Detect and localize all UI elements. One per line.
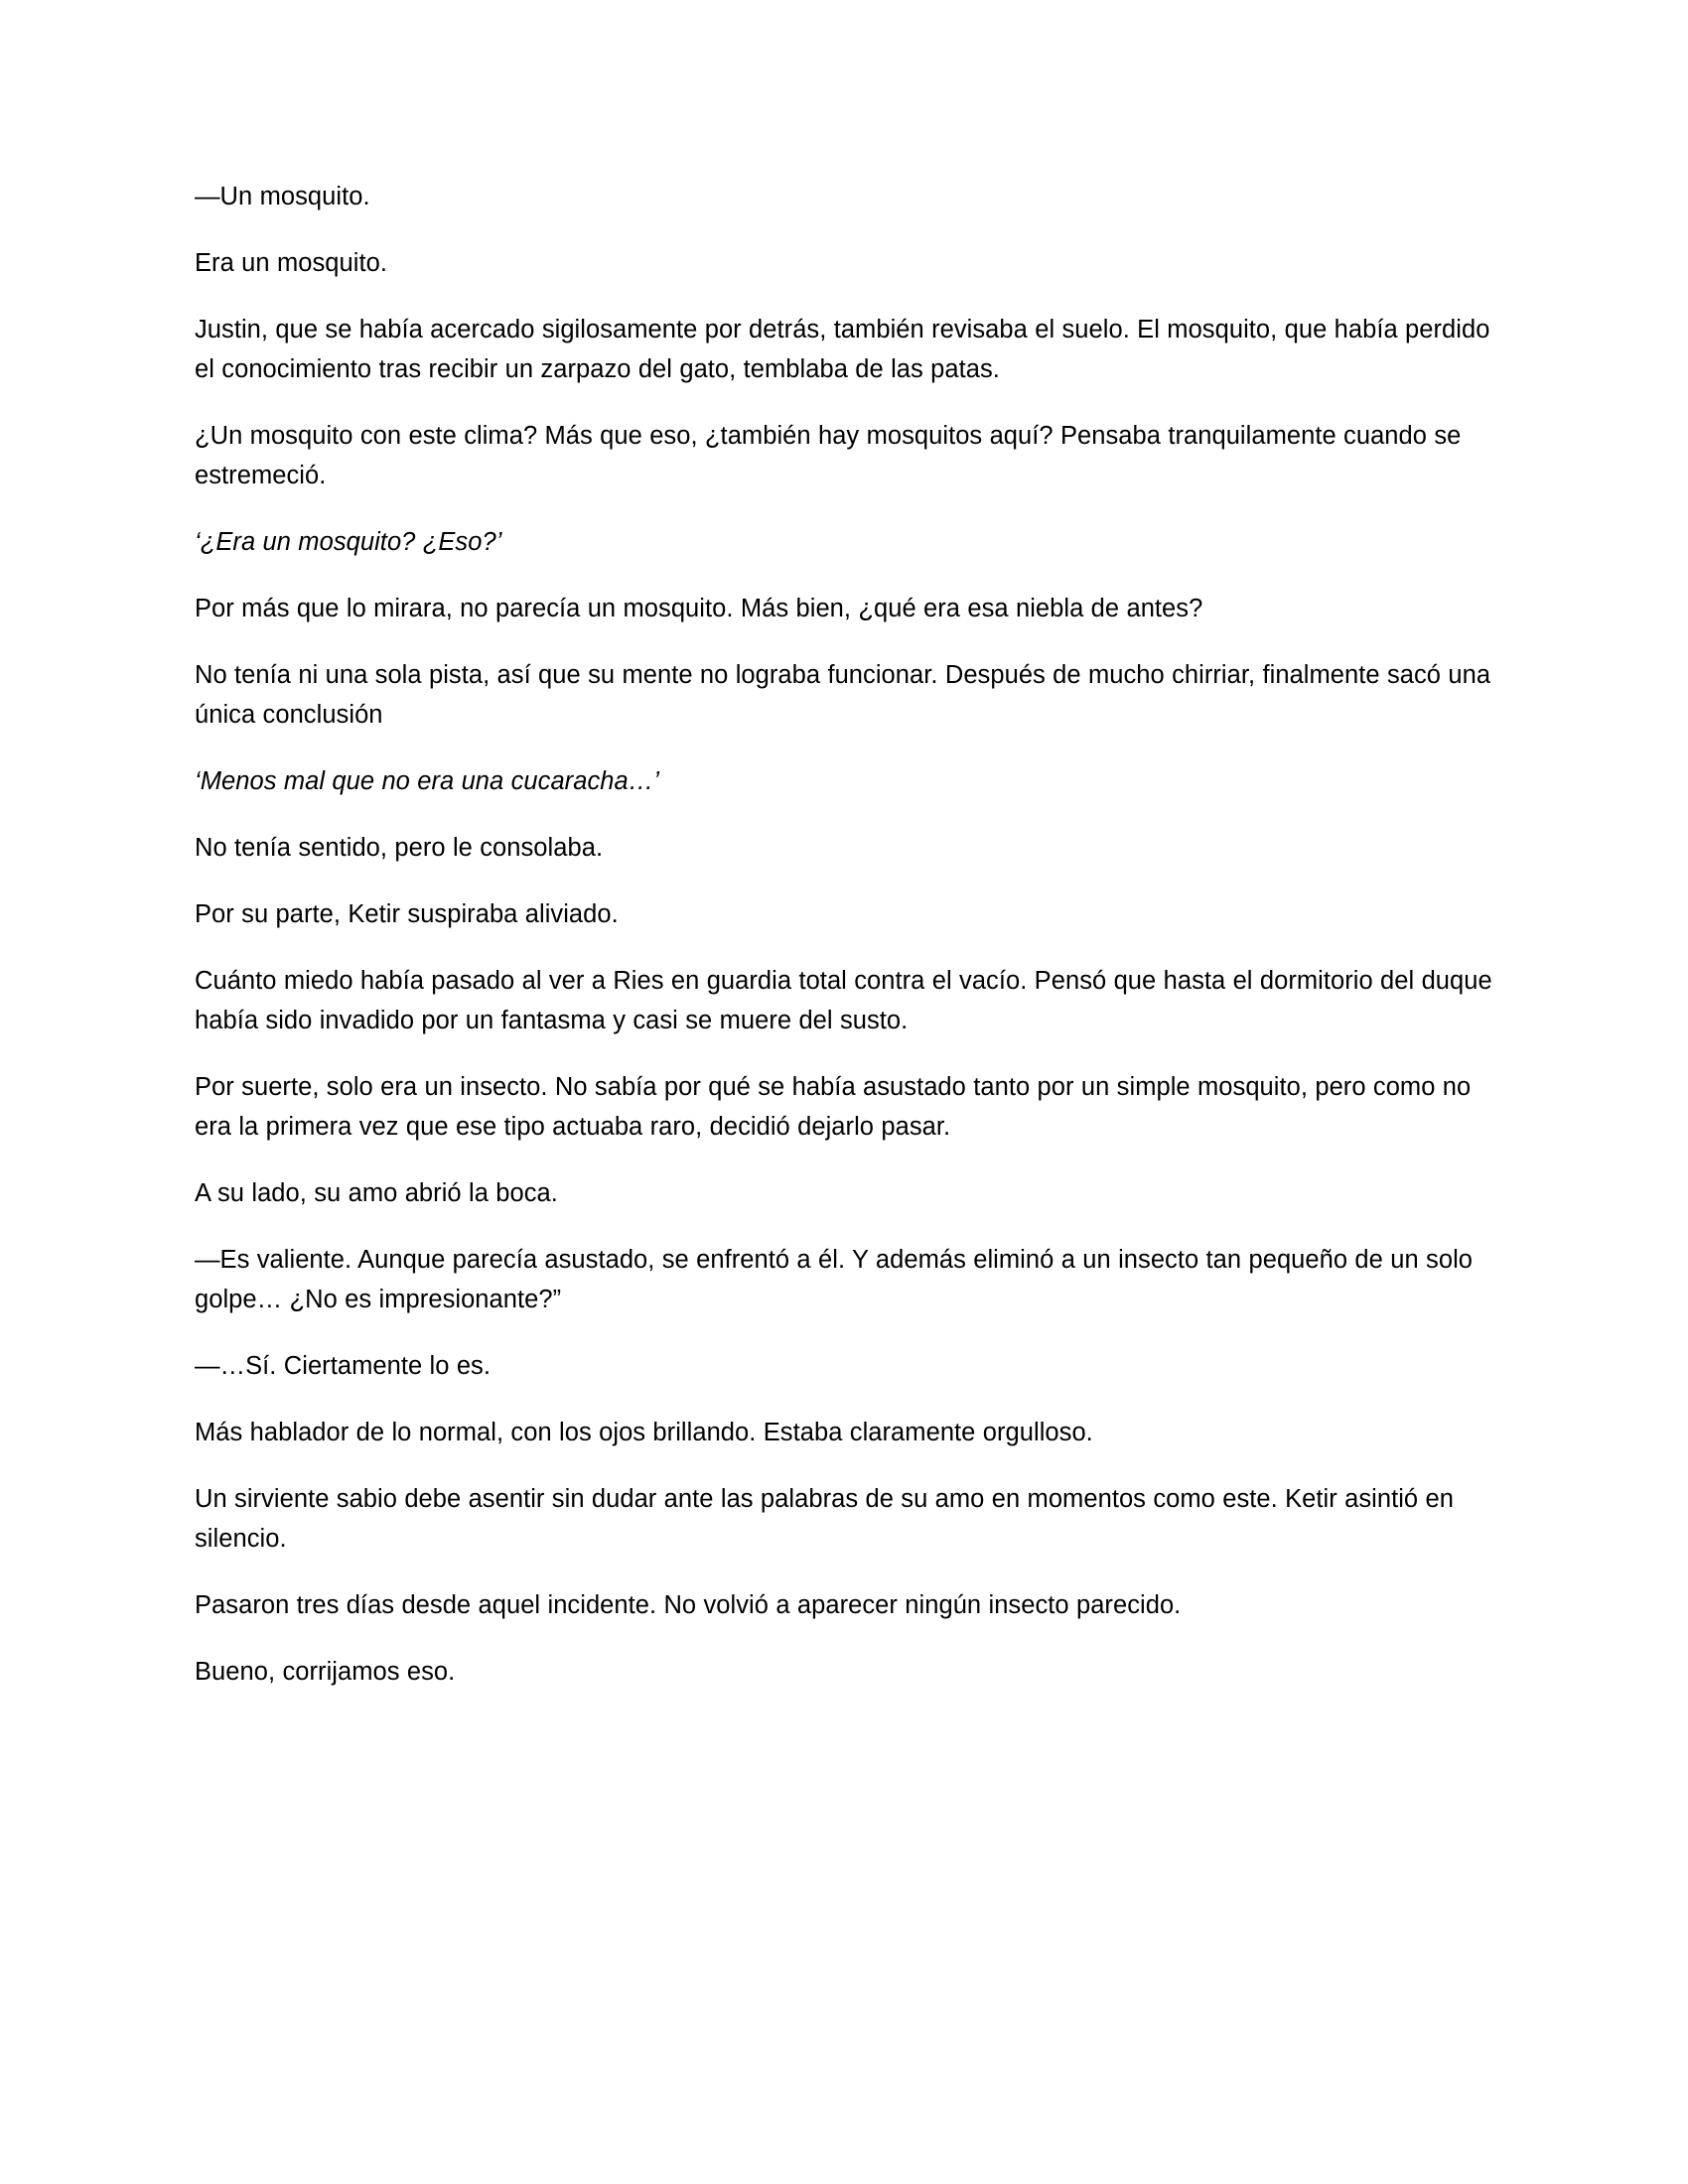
paragraph-15-dialogue: —…Sí. Ciertamente lo es.	[195, 1352, 491, 1380]
paragraph-7: No tenía ni una sola pista, así que su mente no lograba funcionar. Después de mucho chirriar, finalmente sacó una única conclusión	[195, 661, 1491, 729]
paragraph-4: ¿Un mosquito con este clima? Más que eso, ¿también hay mosquitos aquí? Pensaba tranquilamente cuando se estremeció.	[195, 422, 1462, 489]
paragraph-10: Por su parte, Ketir suspiraba aliviado.	[195, 900, 619, 928]
paragraph-8-inner-thought: ‘Menos mal que no era una cucaracha…’	[195, 767, 659, 795]
paragraph-3: Justin, que se había acercado sigilosamente por detrás, también revisaba el suelo. El mosquito, que había perdido el conocimiento tras recibir un zarpazo del gato, temblaba de las patas.	[195, 316, 1490, 383]
paragraph-1: —Un mosquito.	[195, 183, 370, 210]
paragraph-5-inner-thought: ‘¿Era un mosquito? ¿Eso?’	[195, 528, 502, 556]
paragraph-11: Cuánto miedo había pasado al ver a Ries en guardia total contra el vacío. Pensó que hasta el dormitorio del duque había sido invadido por un fantasma y casi se muere del susto.	[195, 967, 1492, 1034]
paragraph-6: Por más que lo mirara, no parecía un mosquito. Más bien, ¿qué era esa niebla de antes?	[195, 595, 1203, 622]
paragraph-2: Era un mosquito.	[195, 249, 387, 277]
paragraph-19: Bueno, corrijamos eso.	[195, 1658, 456, 1686]
paragraph-9: No tenía sentido, pero le consolaba.	[195, 834, 604, 862]
paragraph-14-dialogue: —Es valiente. Aunque parecía asustado, se enfrentó a él. Y además eliminó a un insecto tan pequeño de un solo golpe… ¿No es impresionante?”	[195, 1246, 1474, 1313]
document-text-column	[195, 177, 1495, 1692]
paragraph-13: A su lado, su amo abrió la boca.	[195, 1179, 558, 1207]
paragraph-12: Por suerte, solo era un insecto. No sabía por qué se había asustado tanto por un simple mosquito, pero como no era la primera vez que ese tipo actuaba raro, decidió dejarlo pasar.	[195, 1073, 1472, 1141]
paragraph-16: Más hablador de lo normal, con los ojos brillando. Estaba claramente orgulloso.	[195, 1419, 1093, 1446]
paragraph-18: Pasaron tres días desde aquel incidente. No volvió a aparecer ningún insecto parecido.	[195, 1591, 1182, 1619]
paragraph-17: Un sirviente sabio debe asentir sin dudar ante las palabras de su amo en momentos como este. Ketir asintió en silencio.	[195, 1485, 1454, 1553]
